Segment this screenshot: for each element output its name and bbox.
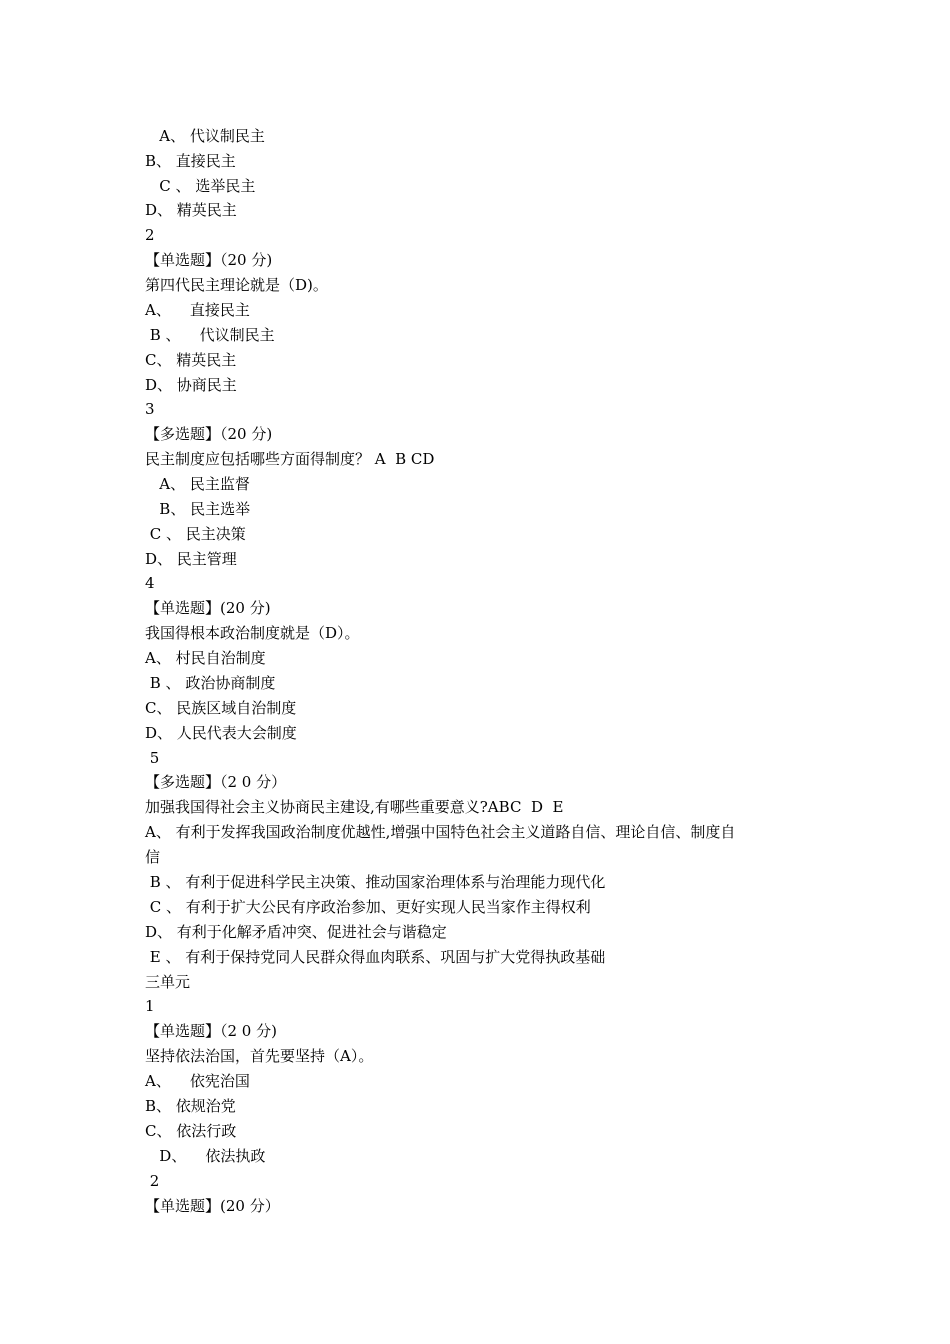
- question-type: 【单选题】(20 分）: [145, 1197, 280, 1215]
- text-line: B、 依规治党: [145, 1097, 236, 1115]
- text-line: B、 民主选举: [145, 500, 251, 518]
- text-line: C、 依法行政: [145, 1122, 237, 1140]
- text-line: D、 有利于化解矛盾冲突、促进社会与谐稳定: [145, 923, 447, 941]
- text-line: B 、 代议制民主: [145, 326, 275, 344]
- text-line: A、 代议制民主: [145, 127, 265, 145]
- text-line: A、 有利于发挥我国政治制度优越性,增强中国特色社会主义道路自信、理论自信、制度自: [145, 823, 736, 841]
- question-text: 加强我国得社会主义协商民主建设,有哪些重要意义?ABC D E: [145, 798, 564, 816]
- text-line: D、 协商民主: [145, 376, 237, 394]
- question-number: 5: [145, 749, 160, 767]
- text-line: A、 民主监督: [145, 475, 250, 493]
- text-line: A、 村民自治制度: [145, 649, 266, 667]
- question-type: 【单选题】（20 分): [145, 251, 273, 269]
- question-type: 【多选题】（2 0 分）: [145, 773, 287, 791]
- question-number: 1: [145, 997, 155, 1015]
- question-number: 2: [145, 226, 155, 244]
- text-line: A、 依宪治国: [145, 1072, 250, 1090]
- question-type: 【单选题】(20 分): [145, 599, 271, 617]
- text-line: B 、 有利于促进科学民主决策、推动国家治理体系与治理能力现代化: [145, 873, 606, 891]
- text-line: C、 民族区域自治制度: [145, 699, 297, 717]
- section-heading: 三单元: [145, 973, 191, 991]
- question-number: 4: [145, 574, 155, 592]
- text-line: C、 精英民主: [145, 351, 237, 369]
- question-text: 坚持依法治国，首先要坚持（A）。: [145, 1047, 374, 1065]
- text-line: B、 直接民主: [145, 152, 236, 170]
- question-text: 第四代民主理论就是（D)。: [145, 276, 328, 294]
- text-line: C 、 民主决策: [145, 525, 246, 543]
- text-line: D、 人民代表大会制度: [145, 724, 297, 742]
- question-text: 我国得根本政治制度就是（D）。: [145, 624, 360, 642]
- text-line: D、 民主管理: [145, 550, 237, 568]
- question-type: 【多选题】（20 分): [145, 425, 273, 443]
- text-line: D、 依法执政: [145, 1147, 266, 1165]
- text-line: B 、 政治协商制度: [145, 674, 276, 692]
- question-type: 【单选题】（2 0 分): [145, 1022, 277, 1040]
- text-line: E 、 有利于保持党同人民群众得血肉联系、巩固与扩大党得执政基础: [145, 948, 606, 966]
- question-number: 3: [145, 400, 155, 418]
- text-line: 信: [145, 848, 161, 866]
- text-line: C 、 有利于扩大公民有序政治参加、更好实现人民当家作主得权利: [145, 898, 591, 916]
- text-line: A、 直接民主: [145, 301, 250, 319]
- text-line: C 、 选举民主: [145, 177, 256, 195]
- question-number: 2: [145, 1172, 160, 1190]
- question-text: 民主制度应包括哪些方面得制度？ A B CD: [145, 450, 435, 468]
- text-line: D、 精英民主: [145, 201, 237, 219]
